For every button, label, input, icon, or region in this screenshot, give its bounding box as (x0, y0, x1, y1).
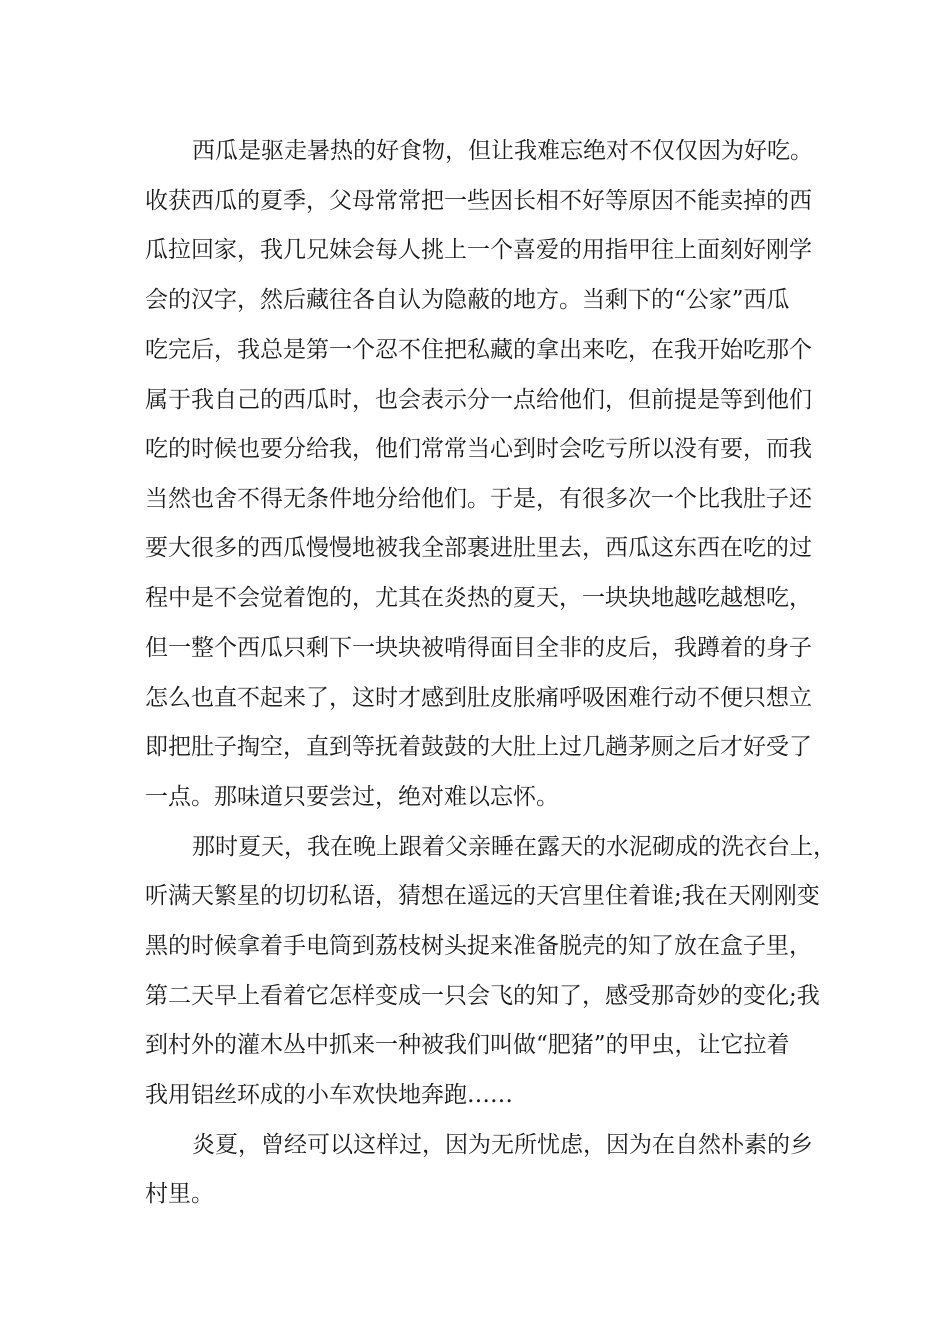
text-line: 怎么也直不起来了，这时才感到肚皮胀痛呼吸困难行动不便只想立 (145, 685, 812, 711)
text-line: 会的汉字，然后藏往各自认为隐蔽的地方。当剩下的“公家”西瓜 (145, 287, 790, 313)
text-line: 但一整个西瓜只剩下一块块被啃得面目全非的皮后，我蹲着的身子 (145, 635, 812, 661)
text-line: 收获西瓜的夏季，父母常常把一些因长相不好等原因不能卖掉的西 (145, 188, 812, 214)
text-line: 瓜拉回家，我几兄妹会每人挑上一个喜爱的用指甲往上面刻好刚学 (145, 237, 812, 263)
text-line: 听满天繁星的切切私语，猜想在遥远的天宫里住着谁;我在天刚刚变 (145, 883, 820, 909)
text-line: 西瓜是驱走暑热的好食物，但让我难忘绝对不仅仅因为好吃。 (192, 138, 813, 164)
text-line: 一点。那味道只要尝过，绝对难以忘怀。 (145, 784, 559, 810)
text-line: 到村外的灌木丛中抓来一种被我们叫做“肥猪”的甲虫，让它拉着 (145, 1032, 790, 1058)
text-line: 我用铝丝环成的小车欢快地奔跑…… (145, 1082, 513, 1108)
text-line: 程中是不会觉着饱的，尤其在炎热的夏天，一块块地越吃越想吃， (145, 585, 812, 611)
text-line: 属于我自己的西瓜时，也会表示分一点给他们，但前提是等到他们 (145, 387, 812, 413)
text-line: 黑的时候拿着手电筒到荔枝树头捉来准备脱壳的知了放在盒子里， (145, 933, 812, 959)
text-line: 吃的时候也要分给我，他们常常当心到时会吃亏所以没有要，而我 (145, 436, 812, 462)
text-line: 吃完后，我总是第一个忍不住把私藏的拿出来吃，在我开始吃那个 (145, 337, 812, 363)
text-line: 第二天早上看着它怎样变成一只会飞的知了，感受那奇妙的变化;我 (145, 983, 820, 1009)
text-line: 要大很多的西瓜慢慢地被我全部裹进肚里去，西瓜这东西在吃的过 (145, 535, 812, 561)
text-line: 当然也舍不得无条件地分给他们。于是，有很多次一个比我肚子还 (145, 486, 812, 512)
text-line: 村里。 (145, 1181, 214, 1207)
text-line: 炎夏，曾经可以这样过，因为无所忧虑，因为在自然朴素的乡 (192, 1132, 813, 1158)
text-line: 即把肚子掏空，直到等抚着鼓鼓的大肚上过几趟茅厕之后才好受了 (145, 734, 812, 760)
text-line: 那时夏天，我在晚上跟着父亲睡在露天的水泥砌成的洗衣台上， (192, 834, 836, 860)
